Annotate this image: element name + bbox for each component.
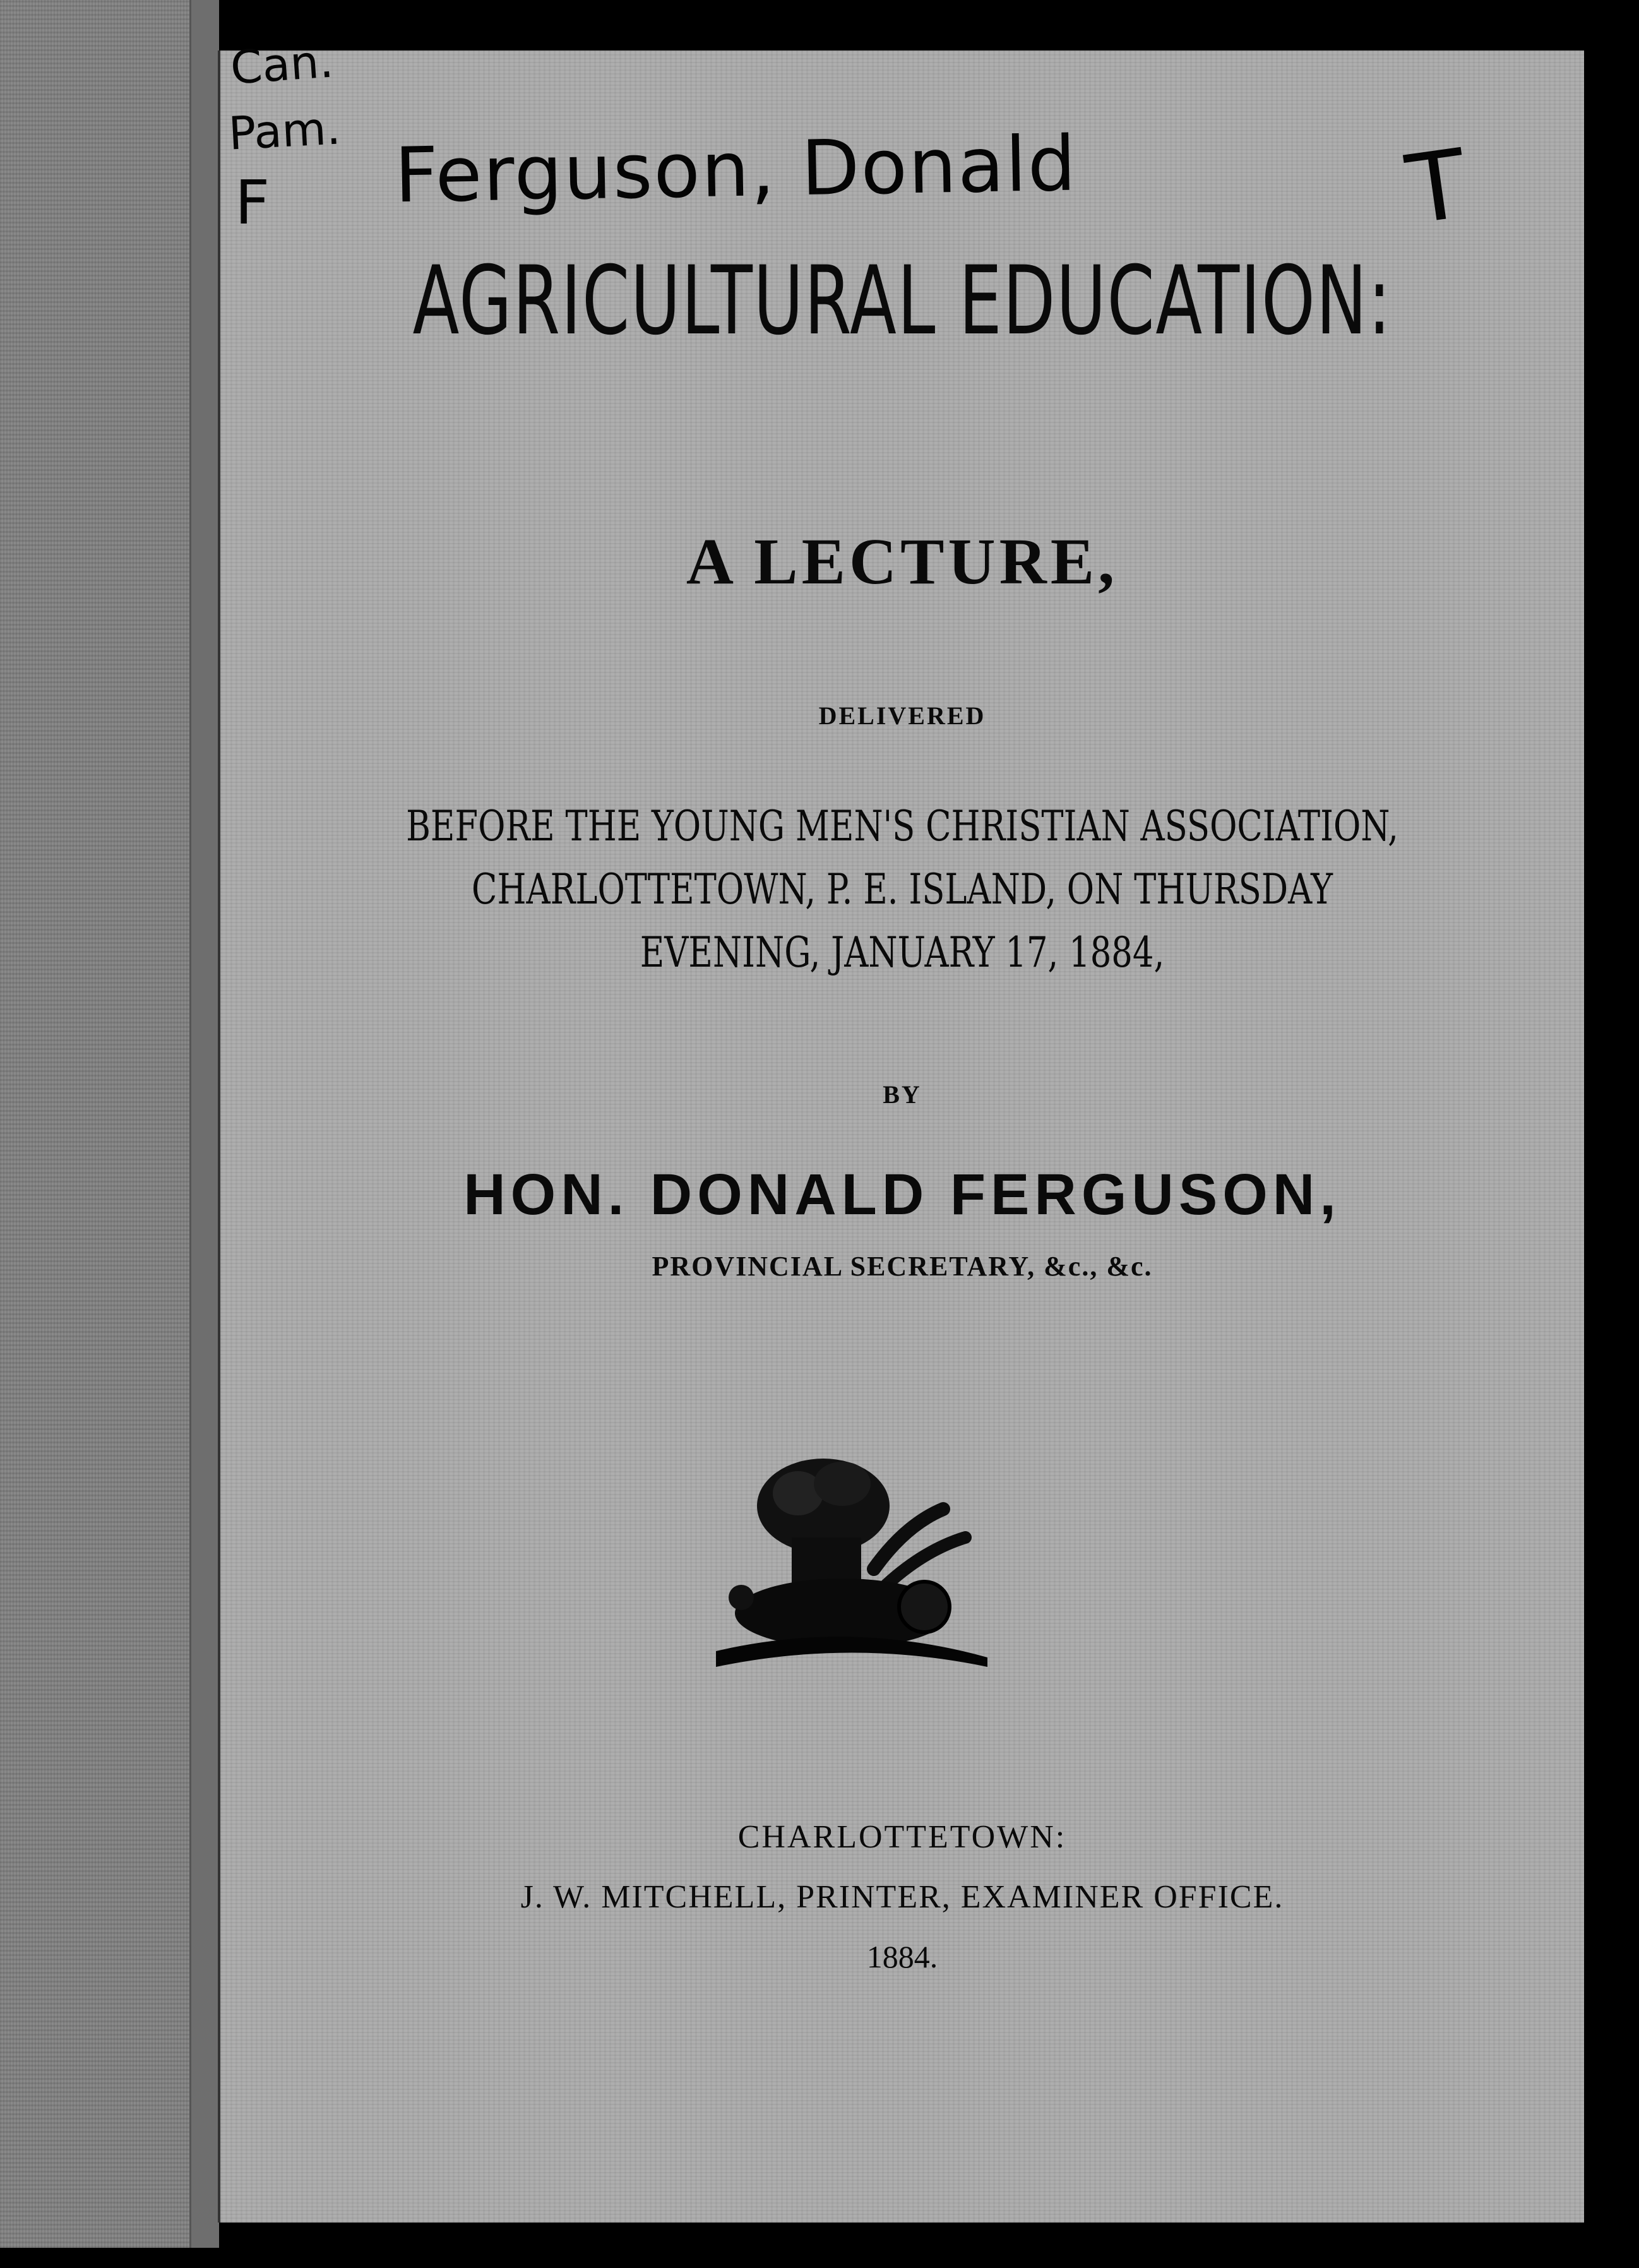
title-page (218, 51, 1584, 2223)
delivered-label: DELIVERED (818, 701, 986, 730)
sheaf-and-plough-ornament-icon (716, 1449, 987, 1676)
book-spine (0, 0, 218, 2248)
author-name: HON. DONALD FERGUSON, (463, 1162, 1341, 1227)
page-title: AGRICULTURAL EDUCATION: (412, 246, 1392, 356)
handwritten-call-number: Pam. (227, 101, 342, 160)
spine-edge (189, 0, 219, 2248)
imprint-place: CHARLOTTETOWN: (737, 1819, 1067, 1855)
occasion-line: EVENING, JANUARY 17, 1884, (640, 928, 1165, 977)
by-label: BY (883, 1080, 922, 1109)
imprint-printer: J. W. MITCHELL, PRINTER, EXAMINER OFFICE. (520, 1879, 1284, 1915)
handwritten-author-note: Ferguson, Donald (393, 120, 1078, 220)
occasion-line: BEFORE THE YOUNG MEN'S CHRISTIAN ASSOCIATION, (406, 802, 1398, 850)
occasion-line: CHARLOTTETOWN, P. E. ISLAND, ON THURSDAY (472, 865, 1333, 914)
imprint-year: 1884. (866, 1939, 938, 1974)
handwritten-corner-mark: T (1400, 129, 1474, 246)
author-title: PROVINCIAL SECRETARY, &c., &c. (652, 1251, 1153, 1282)
handwritten-call-number: F (235, 167, 270, 238)
page-subtitle: A LECTURE, (686, 525, 1119, 598)
handwritten-call-number: Can. (229, 34, 335, 95)
